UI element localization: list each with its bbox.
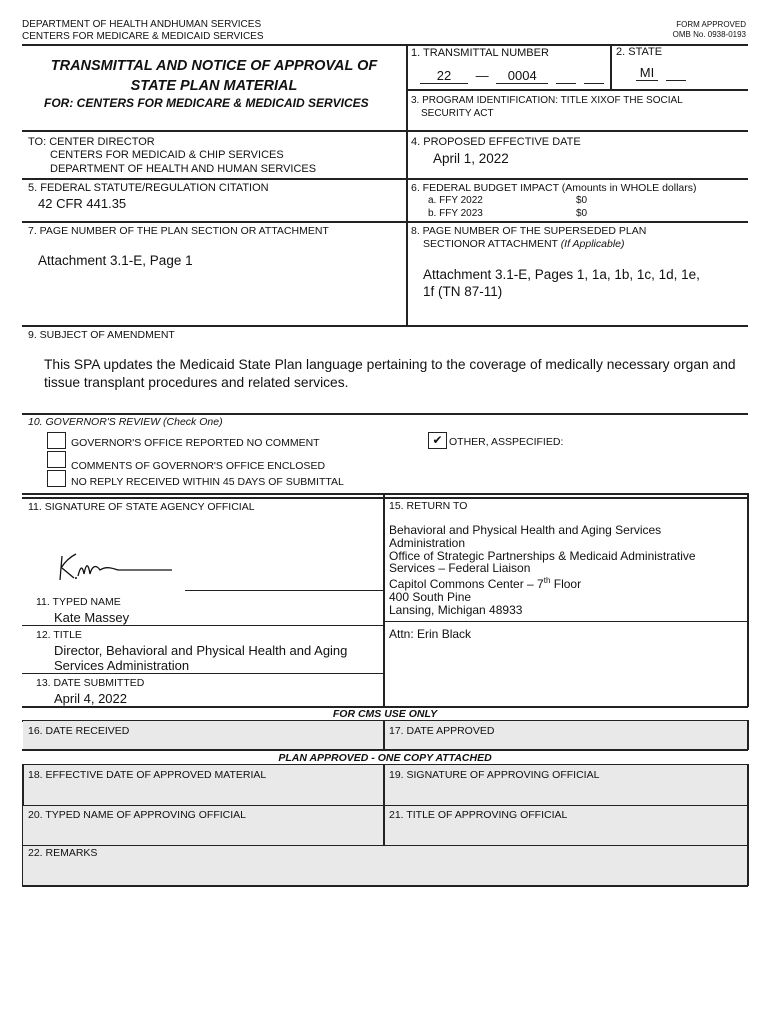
other-checkbox[interactable]: ✔ xyxy=(428,432,447,449)
date-approved-label: 17. DATE APPROVED xyxy=(389,725,495,737)
dept-line1: DEPARTMENT OF HEALTH ANDHUMAN SERVICES xyxy=(22,19,262,30)
title-value-line1: Director, Behavioral and Physical Health and Aging xyxy=(54,643,348,658)
subject-label: 9. SUBJECT OF AMENDMENT xyxy=(28,329,175,341)
other-label: OTHER, ASSPECIFIED: xyxy=(449,436,564,448)
attn-line: Attn: Erin Black xyxy=(389,627,472,641)
effective-date-label: 4. PROPOSED EFFECTIVE DATE xyxy=(411,136,581,148)
effective-date-value: April 1, 2022 xyxy=(433,151,509,166)
form-title-line2: STATE PLAN MATERIAL xyxy=(130,78,298,94)
no-comment-checkbox[interactable] xyxy=(47,432,66,449)
no-comment-label: GOVERNOR'S OFFICE REPORTED NO COMMENT xyxy=(71,437,320,449)
superseded-value-line2: 1f (TN 87-11) xyxy=(423,284,503,299)
return-line: Services – Federal Liaison xyxy=(389,561,531,576)
comments-enclosed-checkbox[interactable] xyxy=(47,451,66,468)
program-id-line1: 3. PROGRAM IDENTIFICATION: TITLE XIXOF THE SOCIAL xyxy=(411,95,683,106)
governor-review-label: 10. GOVERNOR'S REVIEW (Check One) xyxy=(28,416,223,428)
subject-line1: This SPA updates the Medicaid State Plan language pertaining to the coverage of medically necessary organ and xyxy=(44,357,736,372)
no-reply-label: NO REPLY RECEIVED WITHIN 45 DAYS OF SUBMITTAL xyxy=(71,476,344,488)
comments-enclosed-label: COMMENTS OF GOVERNOR'S OFFICE ENCLOSED xyxy=(71,460,326,472)
title-label: 12. TITLE xyxy=(36,629,82,641)
transmittal-sequence: 0004 xyxy=(496,68,548,84)
program-id-line2: SECURITY ACT xyxy=(421,108,494,119)
to-line3: DEPARTMENT OF HEALTH AND HUMAN SERVICES xyxy=(50,163,317,175)
statute-label: 5. FEDERAL STATUTE/REGULATION CITATION xyxy=(28,182,269,194)
transmittal-year: 22 xyxy=(420,68,468,84)
effective-date-approved-label: 18. EFFECTIVE DATE OF APPROVED MATERIAL xyxy=(28,769,267,781)
return-line: Lansing, Michigan 48933 xyxy=(389,602,523,617)
state-value xyxy=(636,65,686,81)
plan-approved-banner: PLAN APPROVED - ONE COPY ATTACHED xyxy=(278,752,492,764)
form-title-line1: TRANSMITTAL AND NOTICE OF APPROVAL OF xyxy=(50,58,378,74)
statute-value: 42 CFR 441.35 xyxy=(38,196,127,211)
approving-name-label: 20. TYPED NAME OF APPROVING OFFICIAL xyxy=(28,809,247,821)
return-line: Capitol Commons Center – 7th Floor xyxy=(389,576,582,592)
return-line: Office of Strategic Partnerships & Medicaid Administrative xyxy=(389,548,696,563)
budget-b-value: $0 xyxy=(576,208,588,219)
transmittal-number-label: 1. TRANSMITTAL NUMBER xyxy=(411,47,549,59)
signature-image xyxy=(56,548,176,584)
cms-use-only: FOR CMS USE ONLY xyxy=(332,708,438,720)
remarks-label: 22. REMARKS xyxy=(28,847,98,859)
budget-impact-label: 6. FEDERAL BUDGET IMPACT (Amounts in WHOLE dollars) xyxy=(411,182,697,194)
approving-title-label: 21. TITLE OF APPROVING OFFICIAL xyxy=(389,809,568,821)
approving-signature-label: 19. SIGNATURE OF APPROVING OFFICIAL xyxy=(389,769,600,781)
state-code: MI xyxy=(636,65,658,81)
return-line: Administration xyxy=(389,535,466,550)
return-to-label: 15. RETURN TO xyxy=(389,500,468,512)
state-label: 2. STATE xyxy=(616,46,663,58)
form-title-line3: FOR: CENTERS FOR MEDICARE & MEDICAID SERVICES xyxy=(44,96,369,110)
transmittal-number-value xyxy=(420,68,604,84)
to-line2: CENTERS FOR MEDICAID & CHIP SERVICES xyxy=(50,149,284,161)
superseded-label-line2: SECTIONOR ATTACHMENT (If Applicable) xyxy=(423,238,625,250)
superseded-label-line1: 8. PAGE NUMBER OF THE SUPERSEDED PLAN xyxy=(411,225,647,237)
omb-number: OMB No. 0938-0193 xyxy=(672,30,746,39)
superseded-value-line1: Attachment 3.1-E, Pages 1, 1a, 1b, 1c, 1d, 1e, xyxy=(423,267,700,282)
typed-name-value: Kate Massey xyxy=(54,610,130,625)
budget-a-label: a. FFY 2022 xyxy=(428,195,483,206)
return-line: 400 South Pine xyxy=(389,589,472,604)
budget-b-label: b. FFY 2023 xyxy=(428,208,483,219)
dept-line2: CENTERS FOR MEDICARE & MEDICAID SERVICES xyxy=(22,31,264,42)
date-received-label: 16. DATE RECEIVED xyxy=(28,725,130,737)
plan-page-value: Attachment 3.1-E, Page 1 xyxy=(38,253,193,268)
return-line: Behavioral and Physical Health and Aging Services xyxy=(389,523,662,537)
return-to-address xyxy=(389,524,696,617)
typed-name-label: 11. TYPED NAME xyxy=(36,596,121,608)
signature-label: 11. SIGNATURE OF STATE AGENCY OFFICIAL xyxy=(28,501,255,513)
date-submitted-label: 13. DATE SUBMITTED xyxy=(36,677,145,689)
plan-page-label: 7. PAGE NUMBER OF THE PLAN SECTION OR ATTACHMENT xyxy=(28,225,329,237)
form-approved: FORM APPROVED xyxy=(676,20,746,29)
transmittal-dash: — xyxy=(475,68,489,83)
date-submitted-value: April 4, 2022 xyxy=(54,691,127,706)
title-value-line2: Services Administration xyxy=(54,658,190,673)
to-line1: TO: CENTER DIRECTOR xyxy=(28,136,155,148)
budget-a-value: $0 xyxy=(576,195,588,206)
no-reply-checkbox[interactable] xyxy=(47,470,66,487)
subject-line2: tissue transplant procedures and related services. xyxy=(44,375,349,390)
